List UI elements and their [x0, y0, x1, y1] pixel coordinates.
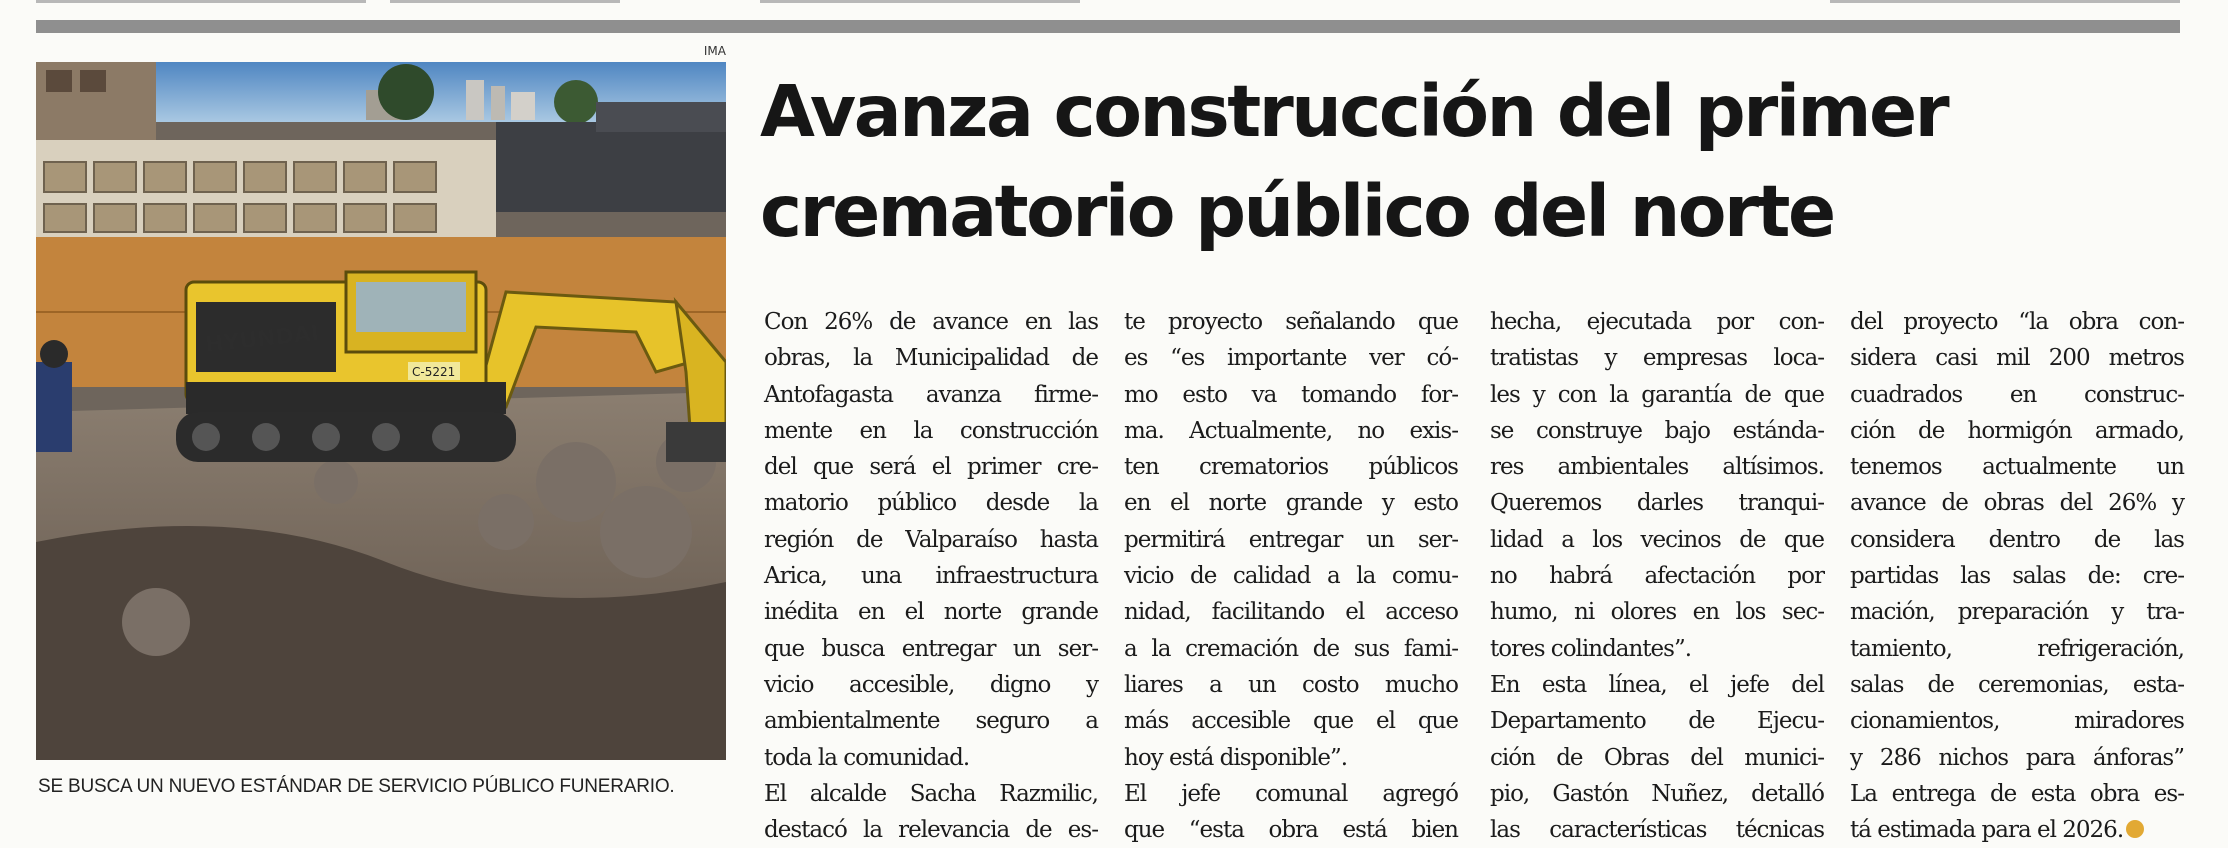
- text-line: ten crematorios públicos: [1124, 454, 1458, 481]
- text-line: obras, la Municipalidad de: [764, 345, 1098, 372]
- paragraph: [1124, 304, 1458, 776]
- text-line: toda la comunidad.: [764, 744, 970, 771]
- text-line: partidas las salas de: cre-: [1850, 563, 2184, 590]
- text-line: ma. Actualmente, no exis-: [1124, 417, 1458, 444]
- text-line: Departamento de Ejecu-: [1490, 708, 1824, 735]
- text-line: que “esta obra está bien: [1124, 817, 1458, 844]
- section-rule: [36, 20, 2180, 33]
- paragraph: [1490, 304, 1824, 667]
- excavator-brand: HYUNDAI: [204, 321, 321, 358]
- text-line: pio, Gastón Nuñez, detalló: [1490, 780, 1824, 807]
- paragraph: [1490, 667, 1824, 848]
- photo-caption: SE BUSCA UN NUEVO ESTÁNDAR DE SERVICIO PÚBLICO FUNERARIO.: [38, 776, 675, 797]
- text-line: del que será el primer cre-: [764, 454, 1098, 481]
- text-line: La entrega de esta obra es-: [1850, 780, 2184, 807]
- headline: [760, 62, 2180, 262]
- text-line: Con 26% de avance en las: [764, 309, 1098, 335]
- text-line: humo, ni olores en los sec-: [1490, 599, 1824, 626]
- text-line: salas de ceremonias, esta-: [1850, 671, 2184, 698]
- text-line: Arica, una infraestructura: [764, 563, 1098, 590]
- text-line: ción de hormigón armado,: [1850, 417, 2184, 444]
- text-line: inédita en el norte grande: [764, 599, 1098, 626]
- text-line: tenemos actualmente un: [1850, 454, 2184, 481]
- text-line: lidad a los vecinos de que: [1490, 526, 1824, 553]
- text-line: tratistas y empresas loca-: [1490, 345, 1824, 372]
- text-line: se construye bajo estánda-: [1490, 417, 1824, 444]
- text-line: ambientalmente seguro a: [764, 708, 1098, 735]
- text-line: En esta línea, el jefe del: [1490, 671, 1824, 698]
- text-line: tamiento, refrigeración,: [1850, 635, 2184, 662]
- paragraph: [1850, 776, 2184, 848]
- text-line: es “es importante ver có-: [1124, 345, 1458, 372]
- text-line: sidera casi mil 200 metros: [1850, 345, 2184, 372]
- text-line: hecha, ejecutada por con-: [1490, 309, 1824, 335]
- text-line: cionamientos, miradores: [1850, 708, 2184, 735]
- text-line: en el norte grande y esto: [1124, 490, 1458, 517]
- paragraph: [764, 776, 1098, 848]
- body-column-4: [1850, 304, 2184, 848]
- text-line: ción de Obras del munici-: [1490, 744, 1824, 771]
- text-line: a la cremación de sus fami-: [1124, 635, 1458, 662]
- text-line: y 286 nichos para ánforas”: [1850, 744, 2184, 771]
- text-line: vicio de calidad a la comu-: [1124, 563, 1458, 590]
- text-line: región de Valparaíso hasta: [764, 526, 1098, 553]
- body-column-2: [1124, 304, 1458, 848]
- closing-text: tá estimada para el 2026.: [1850, 817, 2124, 844]
- body-column-3: [1490, 304, 1824, 848]
- text-line: vicio accesible, digno y: [764, 671, 1098, 698]
- paragraph: [1850, 304, 2184, 776]
- text-line: más accesible que el que: [1124, 708, 1458, 735]
- text-line: considera dentro de las: [1850, 526, 2184, 553]
- paragraph: [764, 304, 1098, 776]
- text-line: El alcalde Sacha Razmilic,: [764, 780, 1098, 807]
- text-line: tores colindantes”.: [1490, 635, 1692, 662]
- text-line: Queremos darles tranqui-: [1490, 490, 1824, 517]
- text-line: cuadrados en construc-: [1850, 381, 2184, 408]
- text-line: hoy está disponible”.: [1124, 744, 1348, 771]
- headline-line: Avanza construcción del primer: [760, 70, 1948, 153]
- text-line: matorio público desde la: [764, 490, 1098, 517]
- text-line: te proyecto señalando que: [1124, 309, 1458, 335]
- text-line: Antofagasta avanza firme-: [764, 381, 1098, 408]
- text-line: mación, preparación y tra-: [1850, 599, 2184, 626]
- text-line: las características técnicas: [1490, 817, 1824, 844]
- text-line: [1850, 812, 2184, 848]
- text-line: mo esto va tomando for-: [1124, 381, 1458, 408]
- text-line: que busca entregar un ser-: [764, 635, 1098, 662]
- text-line: del proyecto “la obra con-: [1850, 309, 2184, 335]
- previous-page-strip: [0, 0, 2228, 8]
- text-line: destacó la relevancia de es-: [764, 817, 1098, 844]
- headline-line: crematorio público del norte: [760, 170, 1834, 253]
- text-line: avance de obras del 26% y: [1850, 490, 2184, 517]
- text-line: res ambientales altísimos.: [1490, 454, 1824, 481]
- photo-credit: IMA: [703, 44, 726, 58]
- excavator-id: C-5221: [412, 365, 456, 379]
- paragraph: [1124, 776, 1458, 848]
- text-line: les y con la garantía de que: [1490, 381, 1824, 408]
- end-of-article-icon: [2126, 820, 2144, 838]
- text-line: liares a un costo mucho: [1124, 671, 1458, 698]
- text-line: permitirá entregar un ser-: [1124, 526, 1458, 553]
- text-line: El jefe comunal agregó: [1124, 780, 1458, 807]
- article-photo: [36, 62, 726, 760]
- text-line: no habrá afectación por: [1490, 563, 1824, 590]
- body-column-1: [764, 304, 1098, 848]
- text-line: nidad, facilitando el acceso: [1124, 599, 1458, 626]
- text-line: mente en la construcción: [764, 417, 1098, 444]
